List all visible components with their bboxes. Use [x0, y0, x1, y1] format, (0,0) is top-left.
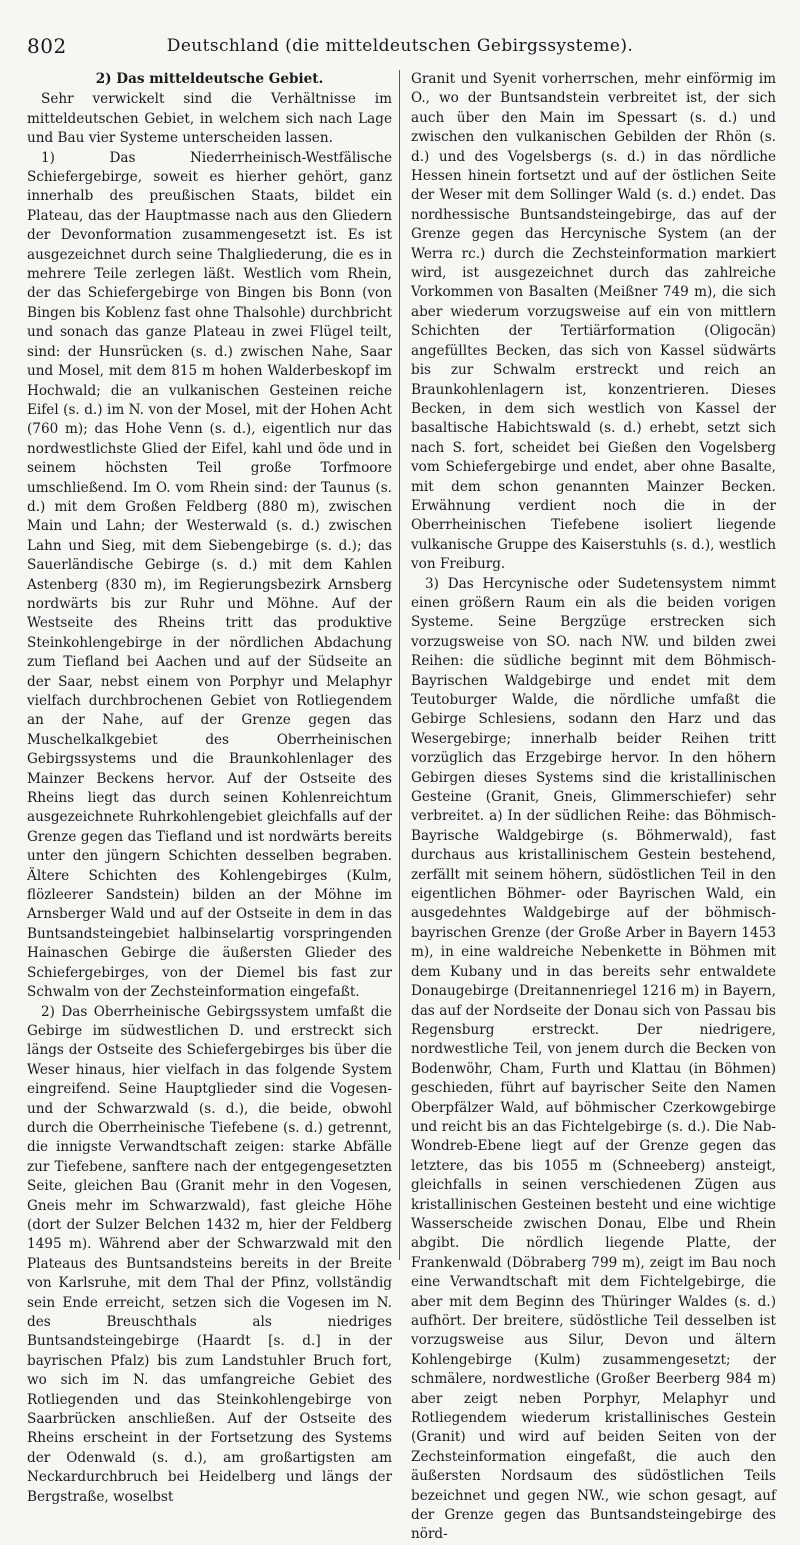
page-number: 802	[27, 34, 67, 58]
paragraph-hercynisch: 3) Das Hercynische oder Sudetensystem nimmt einen größern Raum ein als die beiden vorigen Systeme. Seine Bergzüge erstrecken sich vorzugsweise von SO. nach NW. und bilden zwei Reihen: die südliche beginnt mit dem Böhmisch-Bayrischen Waldgebirge und endet mit dem Teutoburger Walde, die nördliche umfaßt die Gebirge Schlesiens, sodann den Harz und das Wesergebirge; innerhalb beider Reihen tritt vorzüglich das Erzgebirge hervor. In den höhern Gebirgen dieses Systems sind die kristallinischen Gesteine (Granit, Gneis, Glimmerschiefer) sehr verbreitet. a) In der südlichen Reihe: das Böhmisch-Bayrische Waldgebirge (s. Böhmerwald), fast durchaus aus kristallinischem Gestein bestehend, zerfällt mit seinem höhern, südöstlichen Teil in den eigentlichen Böhmer- oder Bayrischen Wald, ein ausgedehntes Waldgebirge auf der böhmisch-bayrischen Grenze (der Große Arber in Bayern 1453 m), in eine waldreiche Nebenkette in Böhmen mit dem Kubany und in das bereits sehr entwaldete Donaugebirge (Dreitannenriegel 1216 m) in Bayern, das auf der Nordseite der Donau sich von Passau bis Regensburg erstreckt. Der niedrigere, nordwestliche Teil, von jenem durch die Becken von Bodenwöhr, Cham, Furth und Klattau (in Böhmen) geschieden, führt auf bayrischer Seite den Namen Oberpfälzer Wald, auf böhmischer Czerkowgebirge und reicht bis an das Fichtelgebirge (s. d.). Die Nab-Wondreb-Ebene liegt auf der Grenze gegen das letztere, das bis 1055 m (Schneeberg) ansteigt, gleichfalls in seinen verschiedenen Zügen aus kristallinischen Gesteinen besteht und eine wichtige Wasserscheide zwischen Donau, Elbe und Rhein abgibt. Die nördlich liegende Platte, der Frankenwald (Döbraberg 799 m), zeigt im Bau noch eine Verwandtschaft mit dem Fichtelgebirge, die aber mit dem Beginn des Thüringer Waldes (s. d.) aufhört. Der breitere, südöstliche Teil desselben ist vorzugsweise aus Silur, Devon und ältern Kohlengebirge (Kulm) zusammengesetzt; der schmälere, nordwestliche (Großer Beerberg 984 m) aber zeigt neben Porphyr, Melaphyr und Rotliegendem wiederum kristallinisches Gestein (Granit) und wird auf beiden Seiten von der Zechsteinformation eingefaßt, die auch den äußersten Nordsaum des südöstlichen Teils bezeichnet und gegen NW., wie schon gesagt, auf der Grenze gegen das Buntsandsteingebirge des nörd-	[411, 575, 776, 1543]
page-header	[27, 20, 773, 60]
right-column	[411, 70, 776, 1543]
paragraph-oberrheinisch: 2) Das Oberrheinische Gebirgssystem umfaßt die Gebirge im südwestlichen D. und erstreckt sich längs der Ostseite des Schiefergebirges bis über die Weser hinaus, hier vielfach in das folgende System eingreifend. Seine Hauptglieder sind die Vogesen- und der Schwarzwald (s. d.), die beide, obwohl durch die Oberrheinische Tiefebene (s. d.) getrennt, die innigste Verwandtschaft zeigen: starke Abfälle zur Tiefebene, sanftere nach der entgegengesetzten Seite, gleichen Bau (Granit mehr in den Vogesen, Gneis mehr im Schwarzwald), fast gleiche Höhe (dort der Sulzer Belchen 1432 m, hier der Feldberg 1495 m). Während aber der Schwarzwald mit den Plateaus des Buntsandsteins bereits in der Breite von Karlsruhe, mit dem Thal der Pfinz, vollständig sein Ende erreicht, setzen sich die Vogesen im N. des Breuschthals als niedriges Buntsandsteingebirge (Haardt [s. d.] in der bayrischen Pfalz) bis zum Landstuhler Bruch fort, wo sich im N. das umfangreiche Gebiet des Rotliegenden und das Steinkohlengebirge von Saarbrücken anschließen. Auf der Ostseite des Rheins erscheint in der Fortsetzung des Systems der Odenwald (s. d.), am großartigsten am Neckardurchbruch bei Heidelberg und längs der Bergstraße, woselbst	[27, 1003, 392, 1505]
paragraph-continuation: Granit und Syenit vorherrschen, mehr einförmig im O., wo der Buntsandstein verbreitet ist, der sich auch über den Main im Spessart (s. d.) und zwischen den vulkanischen Gebilden der Rhön (s. d.) und des Vogelsbergs (s. d.) in das nördliche Hessen hinein fortsetzt und auf der östlichen Seite der Weser mit dem Sollinger Wald (s. d.) endet. Das nordhessische Buntsandsteingebirge, das auf der Grenze gegen das Hercynische System (an der Werra rc.) durch die Zechsteinformation markiert wird, ist ausgezeichnet durch das zahlreiche Vorkommen von Basalten (Meißner 749 m), die sich aber wiederum vorzugsweise auf ein von mittlern Schichten der Tertiärformation (Oligocän) angefülltes Becken, das sich von Kassel südwärts bis zur Schwalm erstreckt und reich an Braunkohlenlagern ist, konzentrieren. Dieses Becken, in dem sich westlich von Kassel der basaltische Habichtswald (s. d.) erhebt, setzt sich nach S. fort, scheidet bei Gießen den Vogelsberg vom Schiefergebirge und endet, aber ohne Basalte, mit dem schon genannten Mainzer Becken. Erwähnung verdient noch die in der Oberrheinischen Tiefebene isoliert liegende vulkanische Gruppe des Kaiserstuhls (s. d.), westlich von Freiburg.	[411, 71, 776, 573]
left-column	[27, 70, 392, 1505]
paragraph-intro: Sehr verwickelt sind die Verhältnisse im mitteldeutschen Gebiet, in welchem sich nach Lage und Bau vier Systeme unterscheiden lassen.	[27, 91, 392, 147]
running-title: Deutschland (die mitteldeutschen Gebirgssysteme).	[166, 36, 634, 56]
column-divider	[399, 70, 400, 1260]
section-heading: 2) Das mitteldeutsche Gebiet.	[95, 71, 324, 87]
paragraph-niederrheinisch: 1) Das Niederrheinisch-Westfälische Schiefergebirge, soweit es hierher gehört, ganz innerhalb des preußischen Staats, bildet ein Plateau, das der Hauptmasse nach aus den Gliedern der Devonformation zusammengesetzt ist. Es ist ausgezeichnet durch seine Thalgliederung, die es in mehrere Teile zerlegen läßt. Westlich vom Rhein, der das Schiefergebirge von Bingen bis Bonn (von Bingen bis Koblenz fast ohne Thalsohle) durchbricht und sonach das ganze Plateau in zwei Flügel teilt, sind: der Hunsrücken (s. d.) zwischen Nahe, Saar und Mosel, mit dem 815 m hohen Walderbeskopf im Hochwald; die an vulkanischen Gesteinen reiche Eifel (s. d.) im N. von der Mosel, mit der Hohen Acht (760 m); das Hohe Venn (s. d.), eigentlich nur das nordwestlichste Glied der Eifel, kahl und öde und in seinem höchsten Teil große Torfmoore umschließend. Im O. vom Rhein sind: der Taunus (s. d.) mit dem Großen Feldberg (880 m), zwischen Main und Lahn; der Westerwald (s. d.) zwischen Lahn und Sieg, mit dem Siebengebirge (s. d.); das Sauerländische Gebirge (s. d.) mit dem Kahlen Astenberg (830 m), im Regierungsbezirk Arnsberg nordwärts bis zur Ruhr und Möhne. Auf der Westseite des Rheins tritt das produktive Steinkohlengebirge in der nördlichen Abdachung zum Tiefland bei Aachen und auf der Südseite an der Saar, nebst einem von Porphyr und Melaphyr vielfach durchbrochenen Gebiet von Rotliegendem an der Nahe, auf der Grenze gegen das Muschelkalkgebiet des Oberrheinischen Gebirgssystems und die Braunkohlenlager des Mainzer Beckens hervor. Auf der Ostseite des Rheins liegt das durch seinen Kohlenreichtum ausgezeichnete Ruhrkohlengebiet gleichfalls auf der Grenze gegen das Tiefland und ist nordwärts bereits unter den jüngern Schichten desselben begraben. Ältere Schichten des Kohlengebirges (Kulm, flözleerer Sandstein) bilden an der Möhne im Arnsberger Wald und auf der Ostseite in dem in das Buntsandsteingebiet halbinselartig vorspringenden Hainaschen Gebirge die äußersten Glieder des Schiefergebirges, von der Diemel bis fast zur Schwalm von der Zechsteinformation eingefaßt.	[27, 149, 392, 1001]
